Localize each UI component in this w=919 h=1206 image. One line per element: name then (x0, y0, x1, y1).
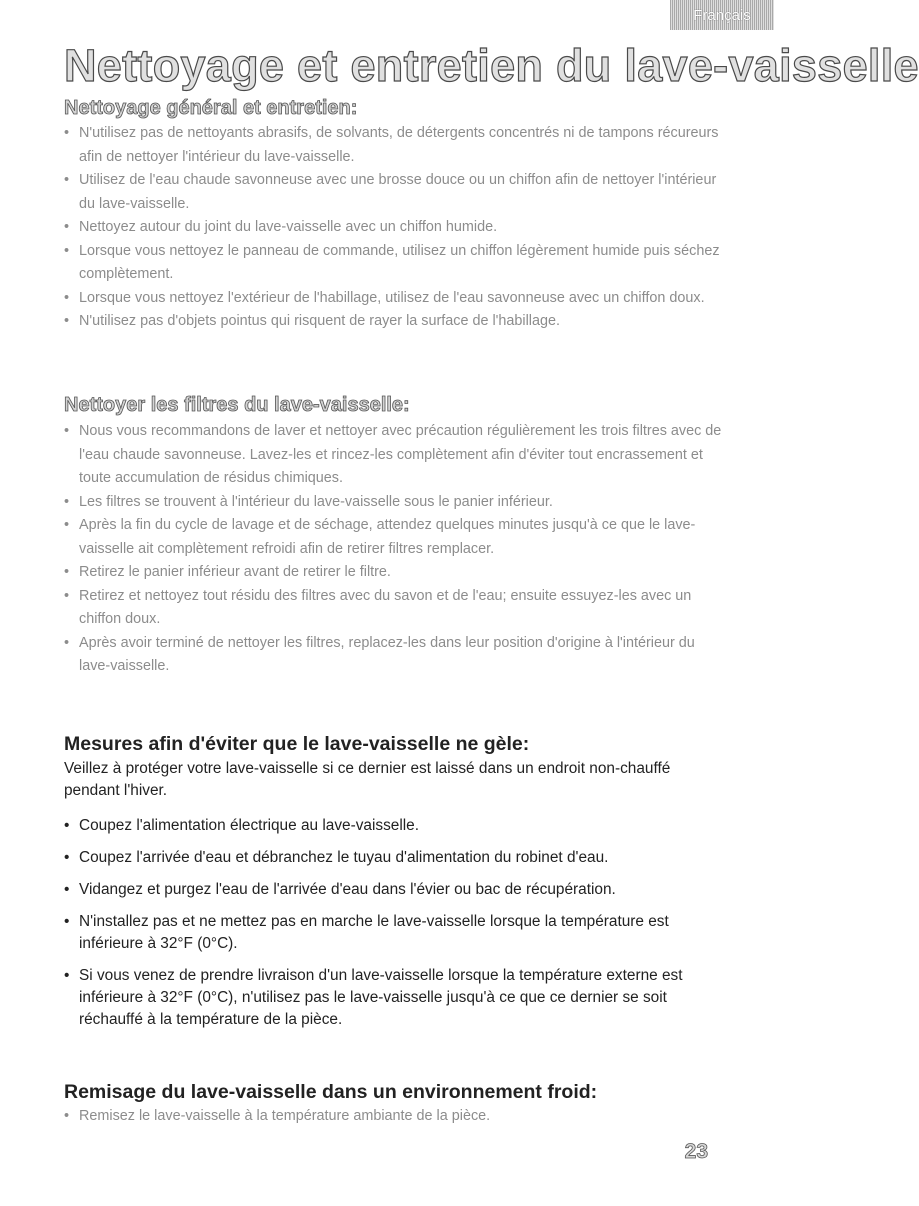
section-heading-freeze-prevention: Mesures afin d'éviter que le lave-vaisselle ne gèle: (64, 733, 530, 755)
list-item: • Remisez le lave-vaisselle à la température ambiante de la pièce. (64, 1105, 724, 1129)
list-item: • Les filtres se trouvent à l'intérieur du lave-vaisselle sous le panier inférieur. (64, 491, 724, 515)
list-item: • Vidangez et purgez l'eau de l'arrivée d'eau dans l'évier ou bac de récupération. (64, 879, 724, 901)
general-cleaning-list (64, 122, 724, 334)
list-item: • Si vous venez de prendre livraison d'un lave-vaisselle lorsque la température externe est inférieure à 32°F (0°C), n'utilisez pas le lave-vaisselle jusqu'à ce que ce dernier se soit réchauffé à la température de la pièce. (64, 965, 724, 1031)
list-item: • Lorsque vous nettoyez le panneau de commande, utilisez un chiffon légèrement humide puis séchez complètement. (64, 240, 724, 287)
list-item: • Nous vous recommandons de laver et nettoyer avec précaution régulièrement les trois filtres avec de l'eau chaude savonneuse. Lavez-les et rincez-les complètement afin d'éviter tout encrassement et toute accumulation de résidus chimiques. (64, 420, 724, 491)
filters-list (64, 420, 724, 679)
page-number: 23 (684, 1140, 708, 1163)
freeze-prevention-intro: Veillez à protéger votre lave-vaisselle si ce dernier est laissé dans un endroit non-chauffé pendant l'hiver. (64, 760, 671, 799)
section-heading-filters: Nettoyer les filtres du lave-vaisselle: (64, 394, 410, 416)
list-item: • Lorsque vous nettoyez l'extérieur de l'habillage, utilisez de l'eau savonneuse avec un chiffon doux. (64, 287, 724, 311)
page-title: Nettoyage et entretien du lave-vaisselle (64, 40, 919, 91)
list-item: • Retirez et nettoyez tout résidu des filtres avec du savon et de l'eau; ensuite essuyez-les avec un chiffon doux. (64, 585, 724, 632)
list-item: • Utilisez de l'eau chaude savonneuse avec une brosse douce ou un chiffon afin de nettoyer l'intérieur du lave-vaisselle. (64, 169, 724, 216)
list-item: • Nettoyez autour du joint du lave-vaisselle avec un chiffon humide. (64, 216, 724, 240)
cold-storage-list (64, 1105, 724, 1129)
list-item: • N'installez pas et ne mettez pas en marche le lave-vaisselle lorsque la température est inférieure à 32°F (0°C). (64, 911, 724, 955)
freeze-prevention-list (64, 815, 724, 1041)
list-item: • Coupez l'alimentation électrique au lave-vaisselle. (64, 815, 724, 837)
section-heading-cold-storage: Remisage du lave-vaisselle dans un environnement froid: (64, 1081, 598, 1103)
list-item: • Après la fin du cycle de lavage et de séchage, attendez quelques minutes jusqu'à ce que le lave-vaisselle ait complètement refroidi afin de retirer filtres remplacer. (64, 514, 724, 561)
list-item: • N'utilisez pas de nettoyants abrasifs, de solvants, de détergents concentrés ni de tampons récureurs afin de nettoyer l'intérieur du lave-vaisselle. (64, 122, 724, 169)
list-item: • Coupez l'arrivée d'eau et débranchez le tuyau d'alimentation du robinet d'eau. (64, 847, 724, 869)
list-item: • N'utilisez pas d'objets pointus qui risquent de rayer la surface de l'habillage. (64, 310, 724, 334)
list-item: • Après avoir terminé de nettoyer les filtres, replacez-les dans leur position d'origine à l'intérieur du lave-vaisselle. (64, 632, 724, 679)
list-item: • Retirez le panier inférieur avant de retirer le filtre. (64, 561, 724, 585)
section-heading-general-cleaning: Nettoyage général et entretien: (64, 97, 358, 119)
language-tab: Français (670, 0, 774, 30)
